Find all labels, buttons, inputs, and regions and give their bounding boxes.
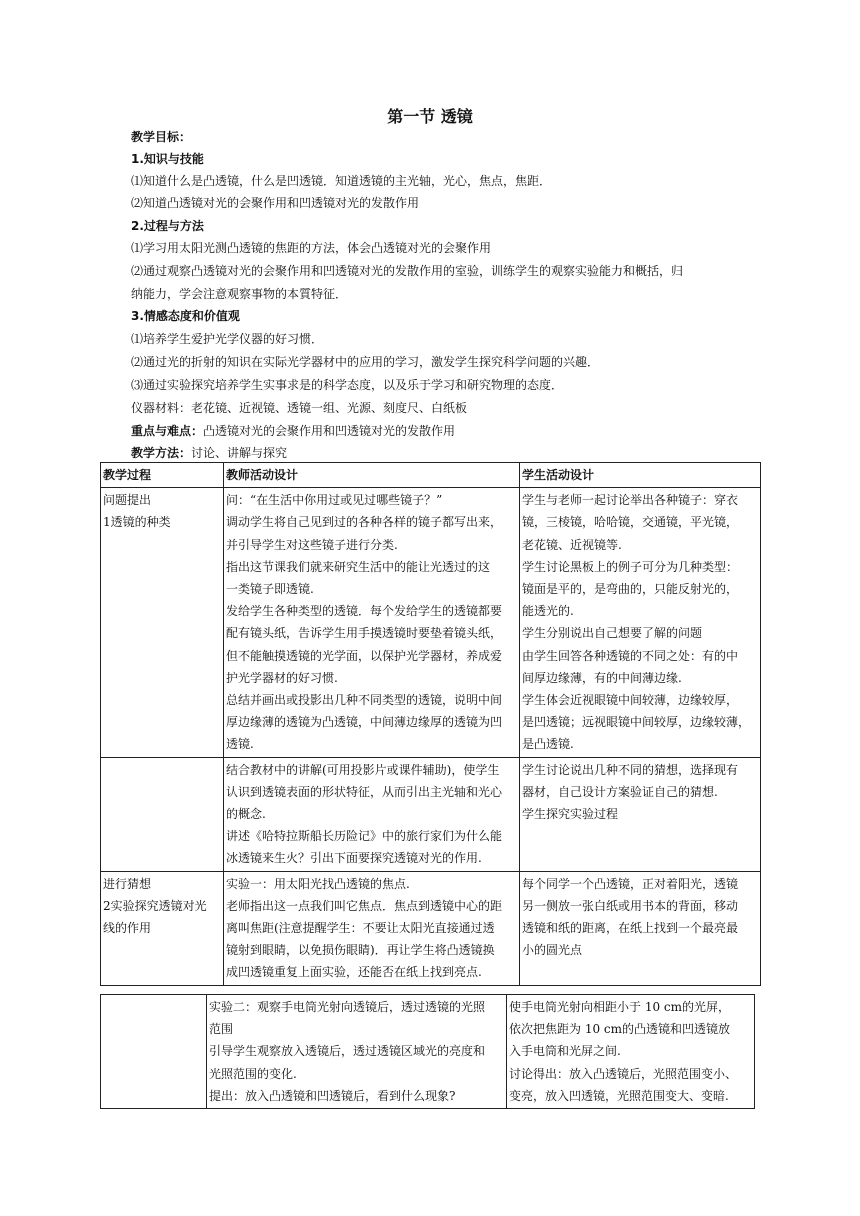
cell-line: 光照范围的变化. — [209, 1066, 297, 1081]
cell-line: 范围 — [209, 1022, 234, 1037]
cell-line: 变亮，放入凹透镜，光照范围变大、变暗. — [509, 1088, 729, 1103]
cell-line: 入手电筒和光屏之间. — [509, 1044, 621, 1059]
cell-line: 离叫焦距(注意提醒学生：不要让太阳光直接通过透 — [226, 921, 495, 936]
cell-line: 由学生回答各种透镜的不同之处：有的中 — [522, 648, 739, 663]
cell-line: 总结并画出或投影出几种不同类型的透镜，说明中间 — [226, 693, 503, 708]
process-cell — [101, 871, 224, 985]
cell-line: 线的作用 — [103, 921, 152, 936]
objectives-heading: 教学目标： — [131, 130, 192, 144]
cell-line: 能透光的. — [522, 604, 574, 619]
student-cell — [507, 995, 755, 1109]
method-label: 教学方法： — [131, 446, 192, 460]
cell-line: 指出这节课我们就来研究生活中的能让光透过的这 — [226, 559, 491, 574]
cell-line: 镜射到眼睛，以免损伤眼睛)．再让学生将凸透镜换 — [226, 943, 495, 958]
cell-line: 透镜. — [226, 737, 254, 752]
cell-line: 另一侧放一张白纸或用书本的背面，移动 — [522, 898, 739, 913]
cell-line: 实验二：观察手电筒光射向透镜后，透过透镜的光照 — [209, 1000, 486, 1014]
cell-line: 老花镜、近视镜等. — [522, 537, 622, 552]
process-cell — [101, 995, 207, 1109]
cell-line: 护光学器材的好习惯. — [226, 670, 338, 685]
header-student: 学生活动设计 — [520, 463, 761, 488]
emotion-heading: 3.情感态度和价值观 — [131, 309, 240, 323]
cell-line: 每个同学一个凸透镜，正对着阳光，透镜 — [522, 876, 739, 891]
cell-line: 但不能触摸透镜的光学面，以保护光学器材，养成爱 — [226, 648, 503, 663]
table-row — [101, 488, 761, 757]
cell-line: 问题提出 — [103, 493, 152, 508]
process-cell — [101, 757, 224, 871]
cell-line: 器材，自己设计方案验证自己的猜想. — [522, 784, 718, 799]
cell-line: 学生分别说出自己想要了解的问题 — [522, 626, 703, 641]
method-line — [131, 442, 287, 464]
knowledge-item-2: ⑵知道凸透镜对光的会聚作用和凹透镜对光的发散作用 — [131, 196, 420, 210]
student-cell — [520, 871, 761, 985]
cell-line: 学生讨论黑板上的例子可分为几种类型： — [522, 559, 739, 574]
cell-line: 调动学生将自己见到过的各种各样的镜子都写出来， — [226, 515, 503, 530]
teacher-cell — [207, 995, 507, 1109]
cell-line: 发给学生各种类型的透镜．每个发给学生的透镜都要 — [226, 604, 503, 619]
student-cell — [520, 488, 761, 757]
lesson-table-continued — [100, 994, 755, 1109]
materials-line: 仪器材料：老花镜、近视镜、透镜一组、光源、刻度尺、白纸板 — [131, 401, 468, 415]
process-cell — [101, 488, 224, 757]
cell-line: 问：“在生活中你用过或见过哪些镜子？” — [226, 493, 443, 508]
cell-line: 的概念. — [226, 807, 266, 822]
cell-line: 讲述《哈特拉斯船长历险记》中的旅行家们为什么能 — [226, 829, 503, 844]
keypoints-text: 凸透镜对光的会聚作用和凹透镜对光的发散作用 — [203, 424, 456, 438]
header-teacher: 教师活动设计 — [224, 463, 520, 488]
header-process: 教学过程 — [101, 463, 224, 488]
process-item-1: ⑴学习用太阳光测凸透镜的焦距的方法，体会凸透镜对光的会聚作用 — [131, 241, 492, 255]
cell-line: 实验一：用太阳光找凸透镜的焦点. — [226, 876, 410, 891]
cell-line: 透镜和纸的距离，在纸上找到一个最亮最 — [522, 921, 739, 936]
cell-line: 一类镜子即透镜. — [226, 582, 314, 597]
cell-line: 配有镜头纸，告诉学生用手摸透镜时要垫着镜头纸， — [226, 626, 503, 641]
cell-line: 学生体会近视眼镜中间较薄，边缘较厚， — [522, 693, 739, 708]
cell-line: 并引导学生对这些镜子进行分类. — [226, 537, 398, 552]
process-item-2: ⑵通过观察凸透镜对光的会聚作用和凹透镜对光的发散作用的室验，训练学生的观察实验能力和概括，归 — [131, 264, 684, 278]
cell-line: 结合教材中的讲解(可用投影片或课件辅助)，使学生 — [226, 762, 500, 777]
cell-line: 是凹透镜；远视眼镜中间较厚，边缘较薄， — [522, 715, 751, 730]
cell-line: 认识到透镜表面的形状特征，从而引出主光轴和光心 — [226, 784, 503, 799]
cell-line: 成凹透镜重复上面实验，还能否在纸上找到亮点. — [226, 965, 482, 980]
cell-line: 老师指出这一点我们叫它焦点．焦点到透镜中心的距 — [226, 898, 503, 913]
cell-line: 学生探究实验过程 — [522, 807, 619, 822]
teacher-cell — [224, 488, 520, 757]
table-header-row — [101, 463, 761, 488]
table-row — [101, 995, 755, 1109]
table-row — [101, 871, 761, 985]
cell-line: 使手电筒光射向相距小于 10 cm的光屏， — [509, 1000, 730, 1014]
process-heading: 2.过程与方法 — [131, 219, 204, 233]
cell-line: 镜面是平的，是弯曲的，只能反射光的， — [522, 582, 739, 597]
method-text: 讨论、讲解与探究 — [191, 446, 288, 460]
student-cell — [520, 757, 761, 871]
cell-line: 是凸透镜. — [522, 737, 574, 752]
page-title: 第一节 透镜 — [387, 107, 473, 126]
table-row — [101, 757, 761, 871]
teacher-cell — [224, 757, 520, 871]
cell-line: 讨论得出：放入凸透镜后，光照范围变小、 — [509, 1066, 738, 1081]
cell-line: 学生讨论说出几种不同的猜想，选择现有 — [522, 762, 739, 777]
emotion-item-3: ⑶通过实验探究培养学生实事求是的科学态度，以及乐于学习和研究物理的态度． — [131, 378, 564, 392]
teacher-cell — [224, 871, 520, 985]
knowledge-heading: 1.知识与技能 — [131, 152, 204, 166]
cell-line: 引导学生观察放入透镜后，透过透镜区域光的亮度和 — [209, 1044, 486, 1059]
keypoints-line — [131, 420, 455, 442]
knowledge-item-1: ⑴知道什么是凸透镜，什么是凹透镜．知道透镜的主光轴，光心，焦点，焦距． — [131, 174, 552, 188]
cell-line: 小的圆光点 — [522, 943, 583, 958]
cell-line: 依次把焦距为 10 cm的凸透镜和凹透镜放 — [509, 1022, 730, 1037]
process-item-2-cont: 纳能力，学会注意观察事物的本質特征． — [131, 287, 348, 301]
cell-line: 厚边缘薄的透镜为凸透镜，中间薄边缘厚的透镜为凹 — [226, 715, 503, 730]
lesson-table — [100, 462, 761, 986]
cell-line: 冰透镜来生火？引出下面要探究透镜对光的作用. — [226, 851, 482, 866]
cell-line: 2实验探究透镜对光 — [103, 898, 207, 913]
cell-line: 提出：放入凸透镜和凹透镜后，看到什么现象? — [209, 1088, 456, 1103]
emotion-item-2: ⑵通过光的折射的知识在实际光学器材中的应用的学习，激发学生探究科学问题的兴趣． — [131, 355, 600, 369]
cell-line: 进行猜想 — [103, 876, 152, 891]
cell-line: 间厚边缘薄，有的中间薄边缘. — [522, 670, 682, 685]
keypoints-label: 重点与难点： — [131, 424, 204, 438]
cell-line: 镜，三棱镜，哈哈镜，交通镜，平光镜， — [522, 515, 739, 530]
cell-line: 学生与老师一起讨论举出各种镜子：穿衣 — [522, 493, 739, 508]
emotion-item-1: ⑴培养学生爱护光学仪器的好习惯． — [131, 332, 324, 346]
cell-line: 1透镜的种类 — [103, 515, 171, 530]
